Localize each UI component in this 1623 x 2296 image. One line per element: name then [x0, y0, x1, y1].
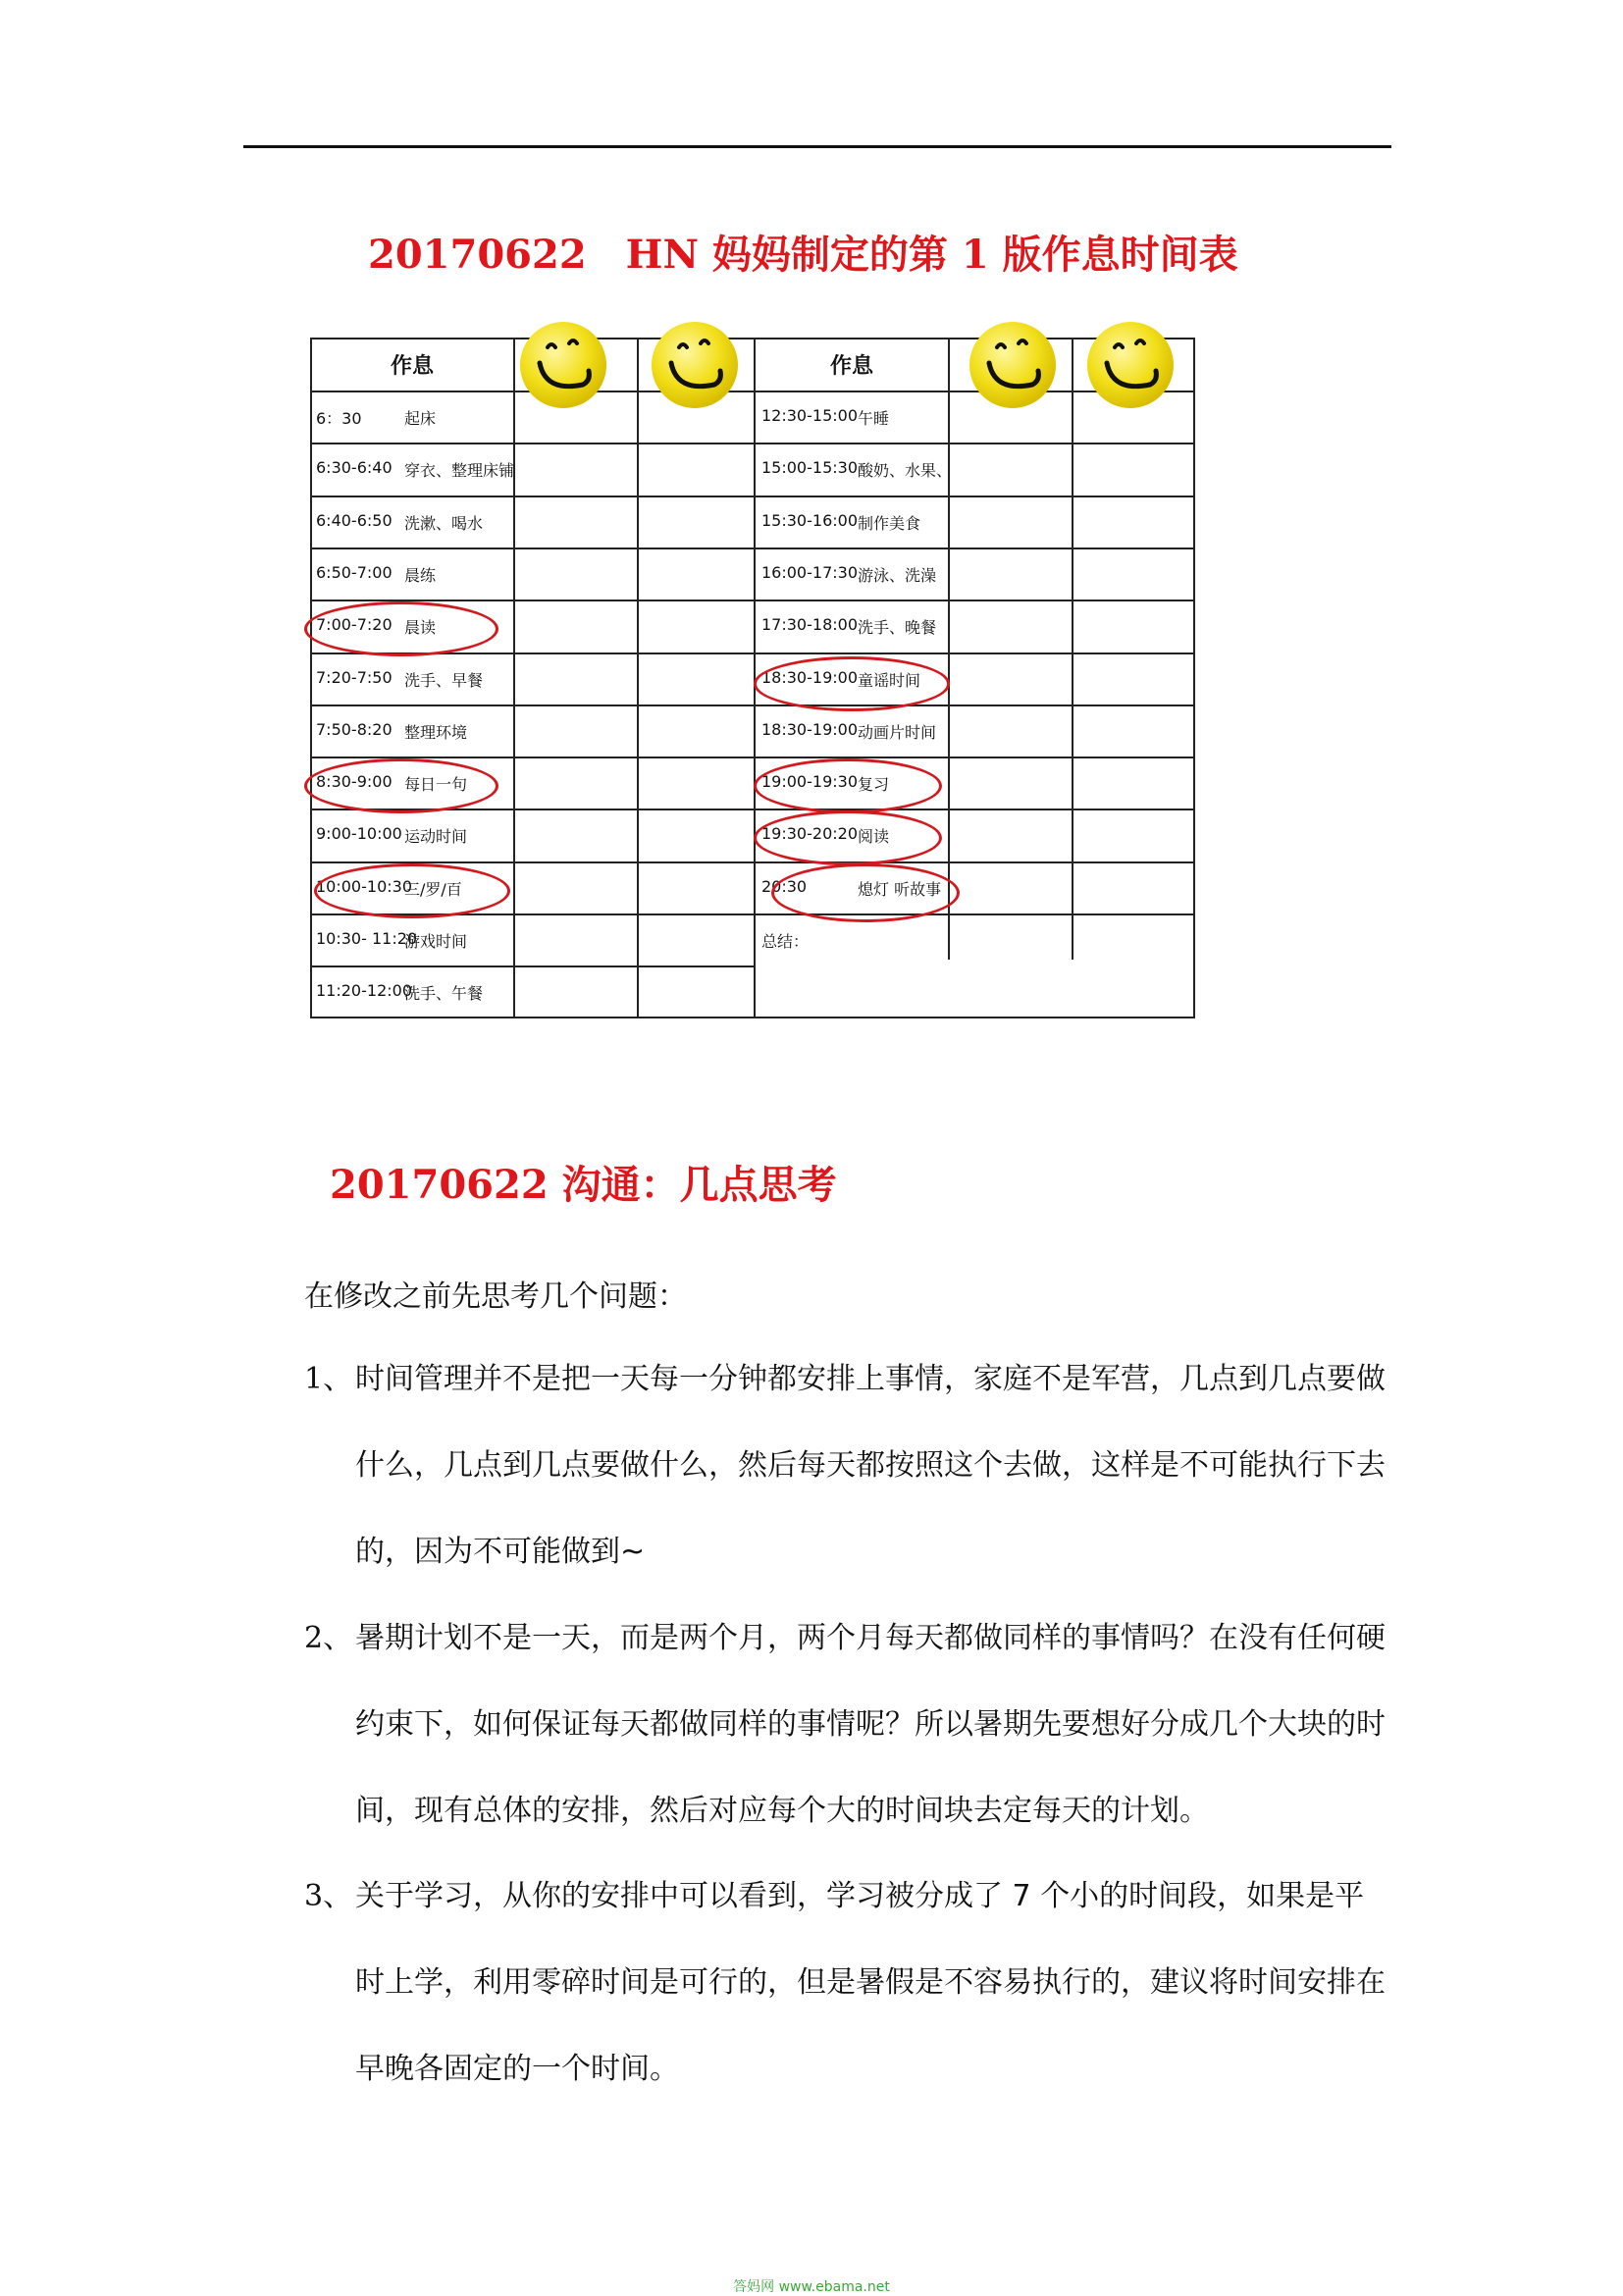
- top-rule: [243, 145, 1391, 148]
- table-row-line: [310, 861, 754, 863]
- time-cell: 7:50-8:20: [316, 719, 393, 739]
- time-cell: 18:30-19:00: [761, 719, 858, 739]
- list-text: 关于学习，从你的安排中可以看到，学习被分成了 7 个小的时间段，如果是平时上学，利用零碎时间是可行的，但是暑假是不容易执行的，建议将时间安排在早晚各固定的一个时间。: [355, 1879, 1386, 2086]
- activity-cell: 洗手、晚餐: [858, 618, 937, 638]
- time-cell: 19:30-20:20: [761, 824, 858, 844]
- smiley-face-icon: [518, 320, 608, 410]
- activity-cell: 熄灯 听故事: [858, 879, 942, 899]
- red-circle-mark: [304, 601, 498, 656]
- red-circle-mark: [771, 863, 960, 922]
- table-row-line: [754, 757, 1195, 758]
- time-cell: 17:30-18:00: [761, 615, 858, 635]
- table-border-bottom: [310, 1017, 1195, 1018]
- time-cell: 12:30-15:00: [761, 406, 858, 425]
- activity-cell: 起床: [404, 409, 437, 428]
- activity-cell: 晨读: [404, 618, 437, 638]
- list-item: [304, 1853, 1393, 2113]
- activity-cell: 每日一句: [404, 775, 468, 795]
- footer-watermark: 答妈网 www.ebama.net: [733, 2279, 890, 2295]
- activity-cell: 三/罗/百: [404, 879, 462, 899]
- table-border-left: [310, 338, 312, 1018]
- list-number: 1、: [304, 1362, 353, 1396]
- time-cell: 16:00-17:30: [761, 562, 858, 582]
- table-row-line: [754, 496, 1195, 497]
- time-cell: 7:00-7:20: [316, 615, 393, 635]
- time-cell: 8:30-9:00: [316, 772, 393, 792]
- table-border-right: [1193, 338, 1195, 1018]
- activity-cell: 动画片时间: [858, 722, 937, 742]
- schedule-table: [310, 338, 1195, 1018]
- red-circle-mark: [754, 758, 942, 813]
- list-text: 暑期计划不是一天，而是两个月，两个月每天都做同样的事情吗？在没有任何硬约束下，如何保证每天都做同样的事情呢？所以暑期先要想好分成几个大块的时间，现有总体的安排，然后对应每个大的时间块去定每天的计划。: [355, 1621, 1386, 1828]
- table-header: 作息: [830, 354, 874, 379]
- intro-text: 在修改之前先思考几个问题：: [304, 1279, 687, 1314]
- smiley-face-icon: [968, 320, 1058, 410]
- time-cell: 7:20-7:50: [316, 667, 393, 687]
- table-row-line: [310, 443, 754, 444]
- time-cell: 18:30-19:00: [761, 667, 858, 687]
- activity-cell: 酸奶、水果、: [858, 461, 953, 481]
- time-cell: 15:00-15:30: [761, 458, 858, 478]
- activity-cell: 穿衣、整理床铺: [404, 461, 515, 481]
- activity-cell: 童谣时间: [858, 670, 921, 690]
- list-item: [304, 1595, 1393, 1854]
- time-cell: 9:00-10:00: [316, 824, 402, 844]
- activity-cell: 运动时间: [404, 827, 468, 847]
- time-cell: 6:30-6:40: [316, 458, 393, 478]
- activity-cell: 游泳、洗澡: [858, 565, 937, 585]
- activity-cell: 制作美食: [858, 513, 921, 533]
- time-cell: 15:30-16:00: [761, 510, 858, 530]
- activity-cell: 洗手、早餐: [404, 670, 484, 690]
- table-column-line: [513, 338, 515, 1018]
- table-row-line: [310, 965, 754, 967]
- red-circle-mark: [314, 863, 510, 918]
- time-cell: 10:30- 11:20: [316, 929, 418, 948]
- activity-cell: 游戏时间: [404, 932, 468, 951]
- table-column-line: [1072, 338, 1073, 960]
- activity-cell: 洗手、午餐: [404, 984, 484, 1004]
- summary-label: 总结：: [761, 932, 810, 951]
- list-text: 时间管理并不是把一天每一分钟都安排上事情，家庭不是军营，几点到几点要做什么，几点到几点要做什么，然后每天都按照这个去做，这样是不可能执行下去的，因为不可能做到~: [355, 1362, 1386, 1569]
- table-column-line: [948, 338, 950, 960]
- activity-cell: 阅读: [858, 827, 890, 847]
- time-cell: 6:40-6:50: [316, 510, 393, 530]
- activity-cell: 午睡: [858, 409, 890, 428]
- table-row-line: [754, 548, 1195, 549]
- table-row-line: [754, 600, 1195, 601]
- red-circle-mark: [754, 810, 942, 865]
- table-row-line: [754, 443, 1195, 444]
- table-row-line: [310, 496, 754, 497]
- activity-cell: 复习: [858, 775, 890, 795]
- table-row-line: [310, 548, 754, 549]
- table-column-line: [637, 338, 639, 1018]
- red-circle-mark: [754, 656, 950, 711]
- table-header: 作息: [391, 354, 435, 379]
- activity-cell: 整理环境: [404, 722, 468, 742]
- table-row-line: [310, 704, 754, 706]
- activity-cell: 晨练: [404, 565, 437, 585]
- section-title: 20170622 沟通：几点思考: [330, 1162, 837, 1208]
- table-row-line: [754, 652, 1195, 654]
- list-number: 3、: [304, 1879, 353, 1913]
- time-cell: 6:50-7:00: [316, 562, 393, 582]
- time-cell: 10:00-10:30: [316, 876, 412, 896]
- activity-cell: 洗漱、喝水: [404, 513, 484, 533]
- list-item: [304, 1336, 1393, 1595]
- smiley-face-icon: [650, 320, 740, 410]
- table-border-top: [310, 338, 1195, 339]
- smiley-face-icon: [1085, 320, 1176, 410]
- time-cell: 6：30: [316, 409, 362, 428]
- schedule-title: 20170622 HN 妈妈制定的第 1 版作息时间表: [368, 232, 1238, 278]
- time-cell: 20:30: [761, 876, 808, 896]
- list-number: 2、: [304, 1621, 353, 1655]
- table-row-line: [310, 757, 754, 758]
- time-cell: 19:00-19:30: [761, 772, 858, 792]
- time-cell: 11:20-12:00: [316, 981, 412, 1001]
- red-circle-mark: [304, 758, 498, 813]
